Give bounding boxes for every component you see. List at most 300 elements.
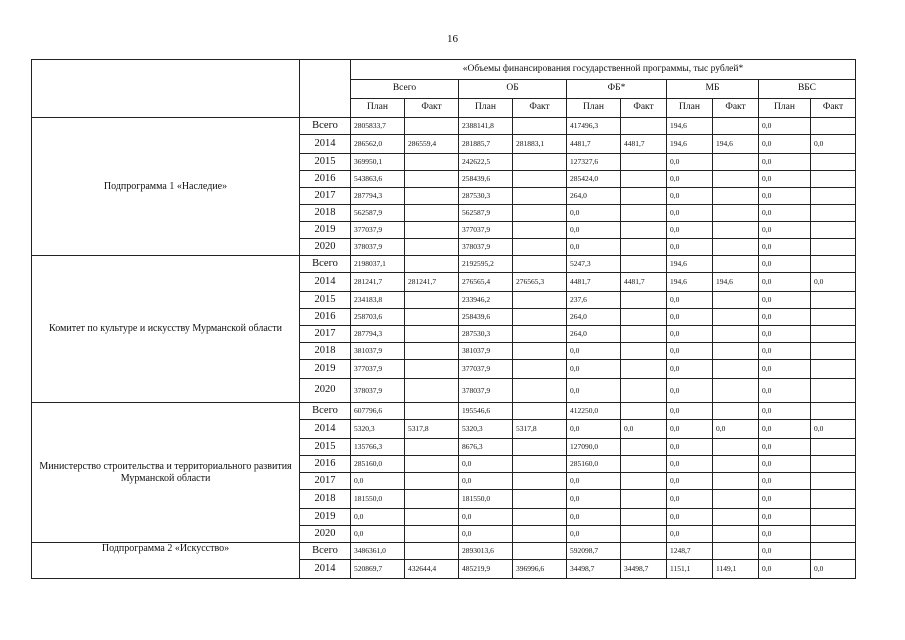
- plan-value: 2893013,6: [459, 543, 513, 560]
- fact-value: 281883,1: [513, 135, 567, 154]
- plan-value: 233946,2: [459, 292, 513, 309]
- fact-value: 5317,8: [513, 420, 567, 439]
- table-row: [32, 543, 856, 560]
- plan-value: 258439,6: [459, 309, 513, 326]
- plan-value: 237,6: [567, 292, 621, 309]
- fact-header: Факт: [405, 99, 459, 118]
- source-fb: ФБ*: [567, 80, 667, 99]
- plan-value: 0,0: [759, 188, 811, 205]
- plan-value: 0,0: [759, 292, 811, 309]
- plan-value: 0,0: [759, 560, 811, 579]
- fact-value: [513, 326, 567, 343]
- plan-value: 0,0: [667, 490, 713, 509]
- plan-value: 377037,9: [459, 222, 513, 239]
- fact-value: [811, 222, 856, 239]
- fact-value: [513, 239, 567, 256]
- plan-value: 287794,3: [351, 188, 405, 205]
- plan-value: 378037,9: [459, 379, 513, 403]
- fact-value: [713, 154, 759, 171]
- fact-value: 34498,7: [621, 560, 667, 579]
- plan-value: 0,0: [459, 456, 513, 473]
- fact-value: [513, 490, 567, 509]
- fact-value: [621, 118, 667, 135]
- plan-value: 194,6: [667, 256, 713, 273]
- fact-value: [513, 403, 567, 420]
- plan-value: 2805833,7: [351, 118, 405, 135]
- fact-value: [713, 490, 759, 509]
- plan-value: 0,0: [567, 379, 621, 403]
- plan-header: План: [459, 99, 513, 118]
- fact-value: [811, 473, 856, 490]
- plan-value: 0,0: [351, 509, 405, 526]
- fact-value: [405, 154, 459, 171]
- fact-value: [621, 509, 667, 526]
- year-cell: 2018: [300, 490, 351, 509]
- plan-value: 0,0: [759, 490, 811, 509]
- fact-value: [621, 439, 667, 456]
- fact-value: [513, 343, 567, 360]
- fact-value: [713, 543, 759, 560]
- plan-value: 0,0: [759, 439, 811, 456]
- plan-value: 0,0: [567, 490, 621, 509]
- fact-value: 5317,8: [405, 420, 459, 439]
- plan-value: 378037,9: [351, 379, 405, 403]
- plan-value: 127090,0: [567, 439, 621, 456]
- fact-value: [713, 343, 759, 360]
- year-cell: 2017: [300, 326, 351, 343]
- plan-value: 0,0: [667, 360, 713, 379]
- fact-value: [513, 154, 567, 171]
- year-cell: 2019: [300, 509, 351, 526]
- plan-value: 381037,9: [351, 343, 405, 360]
- page-number: 16: [447, 33, 458, 45]
- year-cell: 2020: [300, 379, 351, 403]
- fact-value: [713, 326, 759, 343]
- plan-value: 485219,9: [459, 560, 513, 579]
- plan-value: 0,0: [567, 205, 621, 222]
- fact-value: [405, 205, 459, 222]
- plan-value: 0,0: [759, 222, 811, 239]
- plan-value: 2198037,1: [351, 256, 405, 273]
- fact-value: [621, 379, 667, 403]
- plan-value: 417496,3: [567, 118, 621, 135]
- fact-value: [405, 188, 459, 205]
- plan-value: 285424,0: [567, 171, 621, 188]
- plan-value: 0,0: [667, 239, 713, 256]
- plan-value: 0,0: [567, 222, 621, 239]
- plan-value: 520869,7: [351, 560, 405, 579]
- plan-value: 412250,0: [567, 403, 621, 420]
- plan-value: 287794,3: [351, 326, 405, 343]
- fact-value: [811, 292, 856, 309]
- plan-value: 5247,3: [567, 256, 621, 273]
- fact-value: [713, 222, 759, 239]
- plan-value: 285160,0: [567, 456, 621, 473]
- plan-value: 0,0: [667, 309, 713, 326]
- fact-value: 432644,4: [405, 560, 459, 579]
- fact-value: [713, 205, 759, 222]
- plan-value: 378037,9: [351, 239, 405, 256]
- fact-value: 281241,7: [405, 273, 459, 292]
- year-cell: 2015: [300, 439, 351, 456]
- fact-value: [405, 118, 459, 135]
- plan-value: 0,0: [459, 473, 513, 490]
- fact-value: 0,0: [621, 420, 667, 439]
- year-cell: Всего: [300, 256, 351, 273]
- source-total: Всего: [351, 80, 459, 99]
- fact-value: [513, 188, 567, 205]
- year-cell: 2014: [300, 420, 351, 439]
- fact-value: [621, 292, 667, 309]
- group-name-cell: Министерство строительства и территориального развития Мурманской области: [32, 403, 300, 543]
- year-cell: 2019: [300, 222, 351, 239]
- fact-value: [405, 490, 459, 509]
- fact-value: [811, 239, 856, 256]
- fact-value: [513, 509, 567, 526]
- fact-value: [811, 360, 856, 379]
- plan-value: 135766,3: [351, 439, 405, 456]
- plan-value: 0,0: [459, 526, 513, 543]
- fact-value: [513, 473, 567, 490]
- plan-value: 0,0: [759, 171, 811, 188]
- plan-value: 377037,9: [351, 222, 405, 239]
- table-row: [32, 256, 856, 273]
- fact-value: [713, 509, 759, 526]
- fact-value: [621, 222, 667, 239]
- plan-value: 281885,7: [459, 135, 513, 154]
- plan-value: 287530,3: [459, 326, 513, 343]
- plan-value: 287530,3: [459, 188, 513, 205]
- plan-value: 0,0: [667, 473, 713, 490]
- fact-value: [513, 360, 567, 379]
- plan-value: 181550,0: [459, 490, 513, 509]
- fact-value: [811, 379, 856, 403]
- fact-value: 194,6: [713, 273, 759, 292]
- fact-value: 0,0: [811, 420, 856, 439]
- year-cell: 2018: [300, 343, 351, 360]
- plan-value: 0,0: [759, 379, 811, 403]
- plan-value: 264,0: [567, 309, 621, 326]
- fact-value: [713, 360, 759, 379]
- plan-value: 607796,6: [351, 403, 405, 420]
- fact-value: 0,0: [811, 273, 856, 292]
- fact-value: [811, 509, 856, 526]
- fact-value: [513, 526, 567, 543]
- table-row: [32, 118, 856, 135]
- plan-value: 0,0: [667, 292, 713, 309]
- plan-value: 0,0: [759, 360, 811, 379]
- plan-value: 286562,0: [351, 135, 405, 154]
- fact-value: 0,0: [811, 560, 856, 579]
- year-cell: 2015: [300, 154, 351, 171]
- plan-value: 0,0: [759, 473, 811, 490]
- plan-value: 5320,3: [351, 420, 405, 439]
- fact-value: [713, 256, 759, 273]
- fact-value: 286559,4: [405, 135, 459, 154]
- plan-value: 0,0: [759, 273, 811, 292]
- fact-value: [713, 188, 759, 205]
- year-cell: 2016: [300, 171, 351, 188]
- fact-value: 4481,7: [621, 273, 667, 292]
- fact-value: [713, 526, 759, 543]
- fact-value: 194,6: [713, 135, 759, 154]
- plan-value: 592098,7: [567, 543, 621, 560]
- fact-value: 0,0: [811, 135, 856, 154]
- group-name-cell: Подпрограмма 1 «Наследие»: [32, 118, 300, 256]
- fact-value: [811, 343, 856, 360]
- group-name-cell: Подпрограмма 2 «Искусство»: [32, 543, 300, 579]
- fact-value: 396996,6: [513, 560, 567, 579]
- fact-value: [713, 309, 759, 326]
- plan-value: 377037,9: [459, 360, 513, 379]
- plan-value: 0,0: [667, 222, 713, 239]
- plan-value: 0,0: [667, 456, 713, 473]
- plan-value: 34498,7: [567, 560, 621, 579]
- plan-value: 378037,9: [459, 239, 513, 256]
- fact-value: [811, 171, 856, 188]
- plan-value: 0,0: [759, 118, 811, 135]
- plan-value: 3486361,0: [351, 543, 405, 560]
- fact-value: [811, 403, 856, 420]
- plan-value: 258439,6: [459, 171, 513, 188]
- fact-value: [513, 456, 567, 473]
- table-row: [32, 403, 856, 420]
- plan-value: 1248,7: [667, 543, 713, 560]
- plan-value: 281241,7: [351, 273, 405, 292]
- fact-value: [811, 526, 856, 543]
- plan-value: 562587,9: [459, 205, 513, 222]
- plan-value: 258703,6: [351, 309, 405, 326]
- year-cell: 2017: [300, 188, 351, 205]
- plan-value: 0,0: [667, 379, 713, 403]
- fact-value: [405, 256, 459, 273]
- fact-value: [811, 326, 856, 343]
- fact-value: [621, 326, 667, 343]
- plan-value: 1151,1: [667, 560, 713, 579]
- fact-value: [811, 154, 856, 171]
- fact-value: [621, 205, 667, 222]
- fact-header: Факт: [811, 99, 856, 118]
- plan-value: 2388141,8: [459, 118, 513, 135]
- fact-value: [621, 188, 667, 205]
- fact-value: [405, 509, 459, 526]
- plan-header: План: [351, 99, 405, 118]
- plan-value: 0,0: [667, 205, 713, 222]
- plan-value: 0,0: [667, 509, 713, 526]
- fact-value: [513, 205, 567, 222]
- fact-value: [713, 403, 759, 420]
- plan-header: План: [567, 99, 621, 118]
- fact-value: [621, 154, 667, 171]
- plan-value: 0,0: [667, 403, 713, 420]
- fact-value: [405, 360, 459, 379]
- fact-value: [513, 118, 567, 135]
- fact-value: [405, 239, 459, 256]
- plan-value: 0,0: [759, 135, 811, 154]
- year-cell: 2014: [300, 560, 351, 579]
- fact-value: [621, 256, 667, 273]
- fact-value: [405, 456, 459, 473]
- year-cell: Всего: [300, 543, 351, 560]
- plan-value: 285160,0: [351, 456, 405, 473]
- fact-value: [621, 239, 667, 256]
- plan-value: 194,6: [667, 118, 713, 135]
- fact-value: 4481,7: [621, 135, 667, 154]
- year-cell: 2014: [300, 273, 351, 292]
- plan-value: 4481,7: [567, 135, 621, 154]
- year-cell: 2017: [300, 473, 351, 490]
- fact-value: [713, 473, 759, 490]
- fact-header: Факт: [621, 99, 667, 118]
- plan-value: 0,0: [759, 509, 811, 526]
- fact-value: [513, 309, 567, 326]
- header-blank-cell: [32, 60, 300, 118]
- fact-value: [405, 403, 459, 420]
- fact-value: 0,0: [713, 420, 759, 439]
- plan-value: 562587,9: [351, 205, 405, 222]
- plan-value: 0,0: [759, 154, 811, 171]
- plan-value: 0,0: [667, 154, 713, 171]
- year-cell: 2019: [300, 360, 351, 379]
- fact-value: [513, 256, 567, 273]
- plan-value: 0,0: [567, 343, 621, 360]
- fact-value: [811, 456, 856, 473]
- year-cell: 2020: [300, 526, 351, 543]
- fact-value: [713, 171, 759, 188]
- plan-value: 242622,5: [459, 154, 513, 171]
- fact-value: 276565,3: [513, 273, 567, 292]
- plan-value: 0,0: [759, 526, 811, 543]
- plan-value: 0,0: [759, 239, 811, 256]
- plan-value: 0,0: [759, 420, 811, 439]
- plan-value: 381037,9: [459, 343, 513, 360]
- plan-value: 0,0: [759, 403, 811, 420]
- year-cell: Всего: [300, 118, 351, 135]
- fact-value: [811, 309, 856, 326]
- fact-value: [513, 171, 567, 188]
- fact-value: [621, 360, 667, 379]
- plan-value: 0,0: [667, 326, 713, 343]
- plan-value: 0,0: [351, 526, 405, 543]
- fact-value: [811, 543, 856, 560]
- plan-value: 0,0: [567, 509, 621, 526]
- plan-value: 543863,6: [351, 171, 405, 188]
- table-title: «Объемы финансирования государственной программы, тыс рублей*: [351, 60, 856, 80]
- fact-value: [621, 490, 667, 509]
- plan-value: 0,0: [667, 420, 713, 439]
- plan-value: 264,0: [567, 188, 621, 205]
- plan-value: 194,6: [667, 135, 713, 154]
- plan-value: 264,0: [567, 326, 621, 343]
- fact-value: [811, 256, 856, 273]
- year-cell: 2016: [300, 309, 351, 326]
- year-cell: 2018: [300, 205, 351, 222]
- fact-value: [621, 456, 667, 473]
- plan-value: 0,0: [667, 439, 713, 456]
- fact-value: [405, 222, 459, 239]
- header-blank-year-cell: [300, 60, 351, 118]
- fact-value: [811, 439, 856, 456]
- fact-value: [621, 343, 667, 360]
- source-mb: МБ: [667, 80, 759, 99]
- year-cell: Всего: [300, 403, 351, 420]
- fact-value: [405, 439, 459, 456]
- fact-value: [713, 239, 759, 256]
- year-cell: 2020: [300, 239, 351, 256]
- plan-value: 0,0: [567, 239, 621, 256]
- year-cell: 2015: [300, 292, 351, 309]
- fact-value: [405, 343, 459, 360]
- fact-value: [513, 222, 567, 239]
- plan-value: 0,0: [759, 456, 811, 473]
- fact-value: [713, 292, 759, 309]
- plan-value: 0,0: [759, 543, 811, 560]
- plan-value: 0,0: [667, 171, 713, 188]
- plan-value: 0,0: [567, 420, 621, 439]
- fact-value: [621, 309, 667, 326]
- fact-value: [713, 118, 759, 135]
- source-vbs: ВБС: [759, 80, 856, 99]
- fact-value: [621, 171, 667, 188]
- fact-value: [513, 543, 567, 560]
- plan-value: 0,0: [459, 509, 513, 526]
- group-name-cell: Комитет по культуре и искусству Мурманской области: [32, 256, 300, 403]
- fact-value: [405, 292, 459, 309]
- fact-value: [713, 456, 759, 473]
- fact-value: [621, 473, 667, 490]
- plan-value: 5320,3: [459, 420, 513, 439]
- plan-value: 0,0: [667, 188, 713, 205]
- plan-value: 0,0: [351, 473, 405, 490]
- fact-value: [811, 205, 856, 222]
- plan-value: 234183,8: [351, 292, 405, 309]
- plan-value: 0,0: [759, 256, 811, 273]
- plan-value: 377037,9: [351, 360, 405, 379]
- plan-value: 127327,6: [567, 154, 621, 171]
- year-cell: 2014: [300, 135, 351, 154]
- fact-value: [405, 171, 459, 188]
- plan-value: 0,0: [759, 309, 811, 326]
- fact-value: [621, 543, 667, 560]
- plan-value: 0,0: [759, 326, 811, 343]
- fact-value: [811, 188, 856, 205]
- fact-value: [713, 439, 759, 456]
- plan-value: 0,0: [567, 473, 621, 490]
- source-ob: ОБ: [459, 80, 567, 99]
- fact-value: [513, 379, 567, 403]
- year-cell: 2016: [300, 456, 351, 473]
- fact-value: [405, 473, 459, 490]
- financing-table: [31, 59, 856, 579]
- plan-value: 0,0: [567, 526, 621, 543]
- plan-value: 0,0: [567, 360, 621, 379]
- plan-value: 369950,1: [351, 154, 405, 171]
- fact-value: [811, 118, 856, 135]
- plan-value: 0,0: [667, 526, 713, 543]
- fact-value: [405, 309, 459, 326]
- fact-value: [513, 439, 567, 456]
- plan-value: 181550,0: [351, 490, 405, 509]
- fact-value: [621, 526, 667, 543]
- fact-value: [405, 526, 459, 543]
- fact-value: [405, 326, 459, 343]
- fact-value: [405, 379, 459, 403]
- plan-value: 0,0: [759, 343, 811, 360]
- plan-value: 0,0: [667, 343, 713, 360]
- plan-header: План: [759, 99, 811, 118]
- fact-value: 1149,1: [713, 560, 759, 579]
- plan-value: 4481,7: [567, 273, 621, 292]
